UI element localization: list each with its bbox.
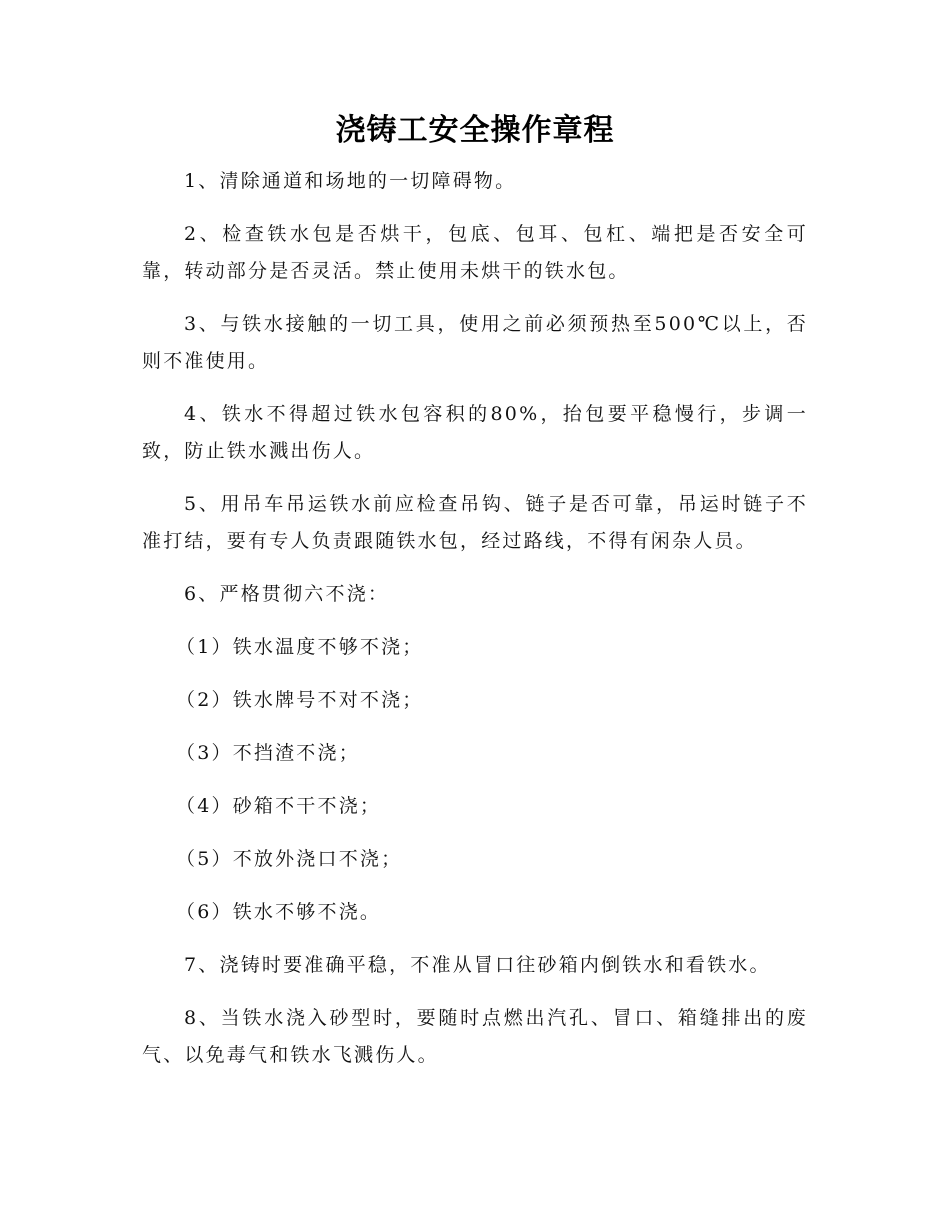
paragraph-4: 4、铁水不得超过铁水包容积的80%，抬包要平稳慢行，步调一致，防止铁水溅出伤人。 xyxy=(142,403,808,462)
sub-item-2: （2）铁水牌号不对不浇； xyxy=(176,689,424,711)
sub-item-1: （1）铁水温度不够不浇； xyxy=(176,636,424,658)
paragraph-8: 8、当铁水浇入砂型时，要随时点燃出汽孔、冒口、箱缝排出的废气、以免毒气和铁水飞溅伤人。 xyxy=(142,1007,808,1066)
sub-item-4: （4）砂箱不干不浇； xyxy=(176,795,382,817)
sub-item-6: （6）铁水不够不浇。 xyxy=(176,901,382,923)
paragraph-6: 6、严格贯彻六不浇： xyxy=(184,583,390,605)
paragraph-5: 5、用吊车吊运铁水前应检查吊钩、链子是否可靠，吊运时链子不准打结，要有专人负责跟随铁水包，经过路线，不得有闲杂人员。 xyxy=(142,493,808,552)
paragraph-7: 7、浇铸时要准确平稳，不准从冒口往砂箱内倒铁水和看铁水。 xyxy=(184,954,771,976)
paragraph-1: 1、清除通道和场地的一切障碍物。 xyxy=(184,170,517,192)
sub-item-5: （5）不放外浇口不浇； xyxy=(176,848,403,870)
document-body xyxy=(142,163,808,1090)
sub-item-3: （3）不挡渣不浇； xyxy=(176,742,360,764)
paragraph-3: 3、与铁水接触的一切工具，使用之前必须预热至500℃以上，否则不准使用。 xyxy=(142,313,808,372)
paragraph-2: 2、检查铁水包是否烘干，包底、包耳、包杠、端把是否安全可靠，转动部分是否灵活。禁止使用未烘干的铁水包。 xyxy=(142,223,808,282)
document-title: 浇铸工安全操作章程 xyxy=(335,113,615,148)
